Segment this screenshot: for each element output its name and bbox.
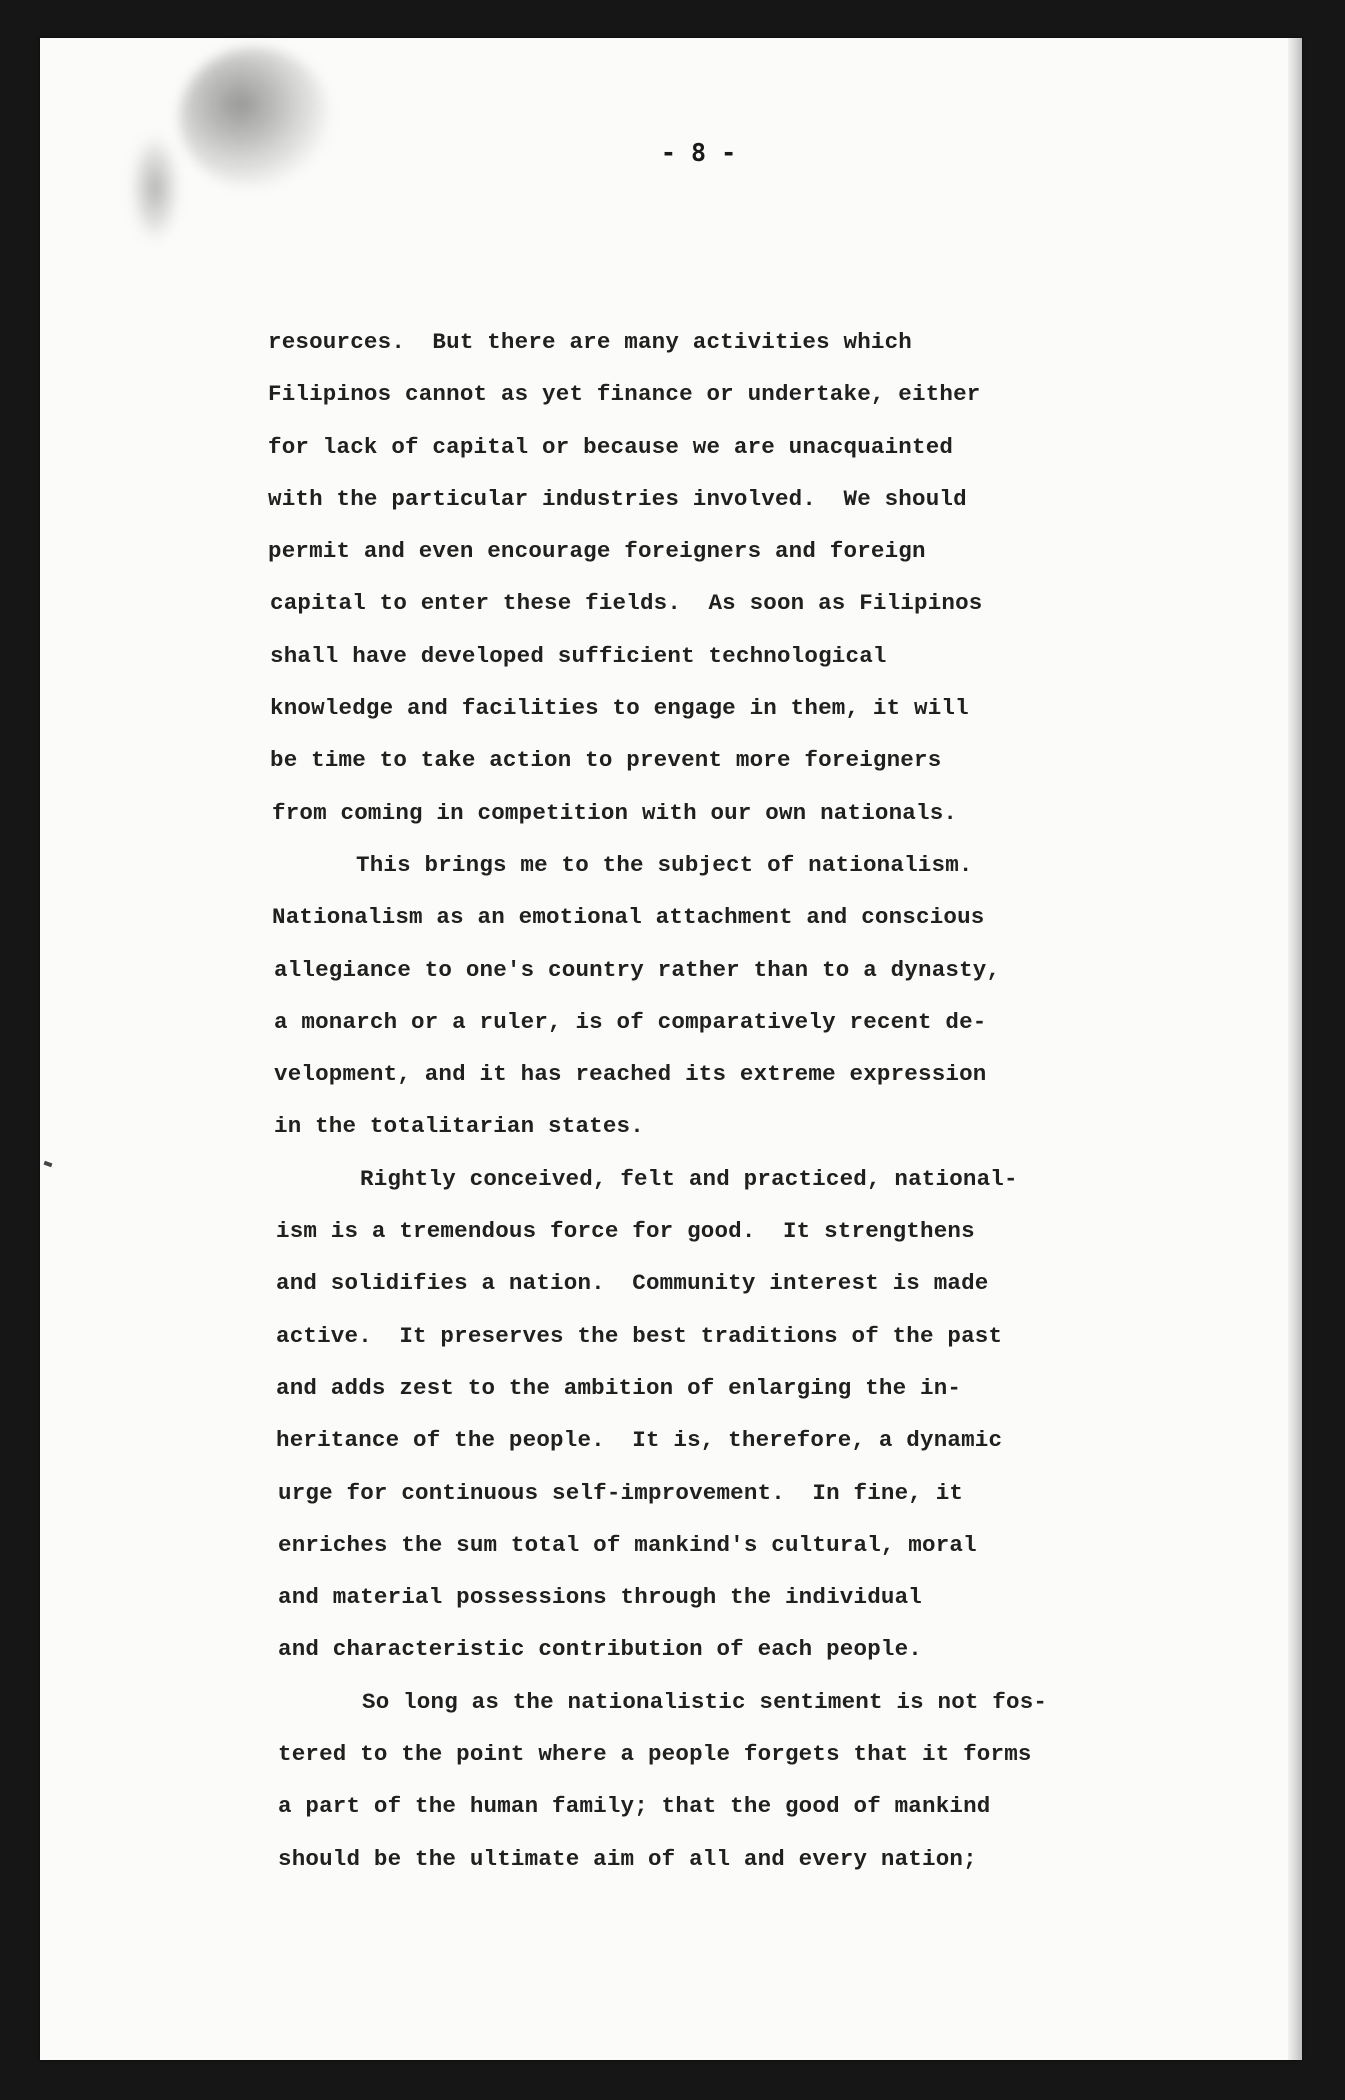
- text-line: and characteristic contribution of each people.: [278, 1636, 923, 1663]
- text-line: velopment, and it has reached its extreme expression: [274, 1061, 987, 1088]
- document-body: [268, 316, 1168, 1885]
- text-line: permit and even encourage foreigners and foreign: [268, 538, 926, 565]
- text-line: enriches the sum total of mankind's cultural, moral: [278, 1531, 977, 1558]
- text-line: allegiance to one's country rather than to a dynasty,: [274, 956, 1001, 983]
- text-line: and adds zest to the ambition of enlarging the in-: [276, 1374, 962, 1401]
- text-line: be time to take action to prevent more foreigners: [270, 747, 942, 774]
- page-number: - 8 -: [660, 138, 737, 167]
- text-line: in the totalitarian states.: [274, 1113, 644, 1140]
- text-line: and material possessions through the individual: [278, 1584, 923, 1611]
- text-line: from coming in competition with our own nationals.: [272, 799, 958, 826]
- text-line: shall have developed sufficient technological: [270, 642, 887, 669]
- text-line: knowledge and facilities to engage in them, it will: [270, 695, 969, 722]
- text-line: for lack of capital or because we are unacquainted: [268, 433, 954, 460]
- text-line: So long as the nationalistic sentiment is not fos-: [362, 1688, 1048, 1715]
- text-line: tered to the point where a people forgets that it forms: [278, 1741, 1032, 1768]
- paper-edge: [1288, 38, 1302, 2060]
- text-line: a part of the human family; that the good of mankind: [278, 1793, 991, 1820]
- text-line: Filipinos cannot as yet finance or undertake, either: [268, 381, 981, 408]
- text-line: urge for continuous self-improvement. In fine, it: [278, 1479, 964, 1506]
- text-line: Rightly conceived, felt and practiced, national-: [360, 1165, 1018, 1192]
- text-line: Nationalism as an emotional attachment and conscious: [272, 904, 985, 931]
- text-line: and solidifies a nation. Community interest is made: [276, 1270, 989, 1297]
- text-line: a monarch or a ruler, is of comparatively recent de-: [274, 1008, 987, 1035]
- text-line: should be the ultimate aim of all and every nation;: [278, 1845, 977, 1872]
- text-line: capital to enter these fields. As soon as Filipinos: [270, 590, 983, 617]
- text-line: resources. But there are many activities which: [268, 329, 913, 355]
- text-line: ism is a tremendous force for good. It strengthens: [276, 1218, 975, 1245]
- text-line: with the particular industries involved. We should: [268, 485, 967, 512]
- text-line: heritance of the people. It is, therefore, a dynamic: [276, 1427, 1003, 1454]
- text-line: active. It preserves the best traditions of the past: [276, 1322, 1003, 1349]
- paper-stain: [180, 48, 330, 188]
- text-line: This brings me to the subject of nationalism.: [356, 851, 973, 878]
